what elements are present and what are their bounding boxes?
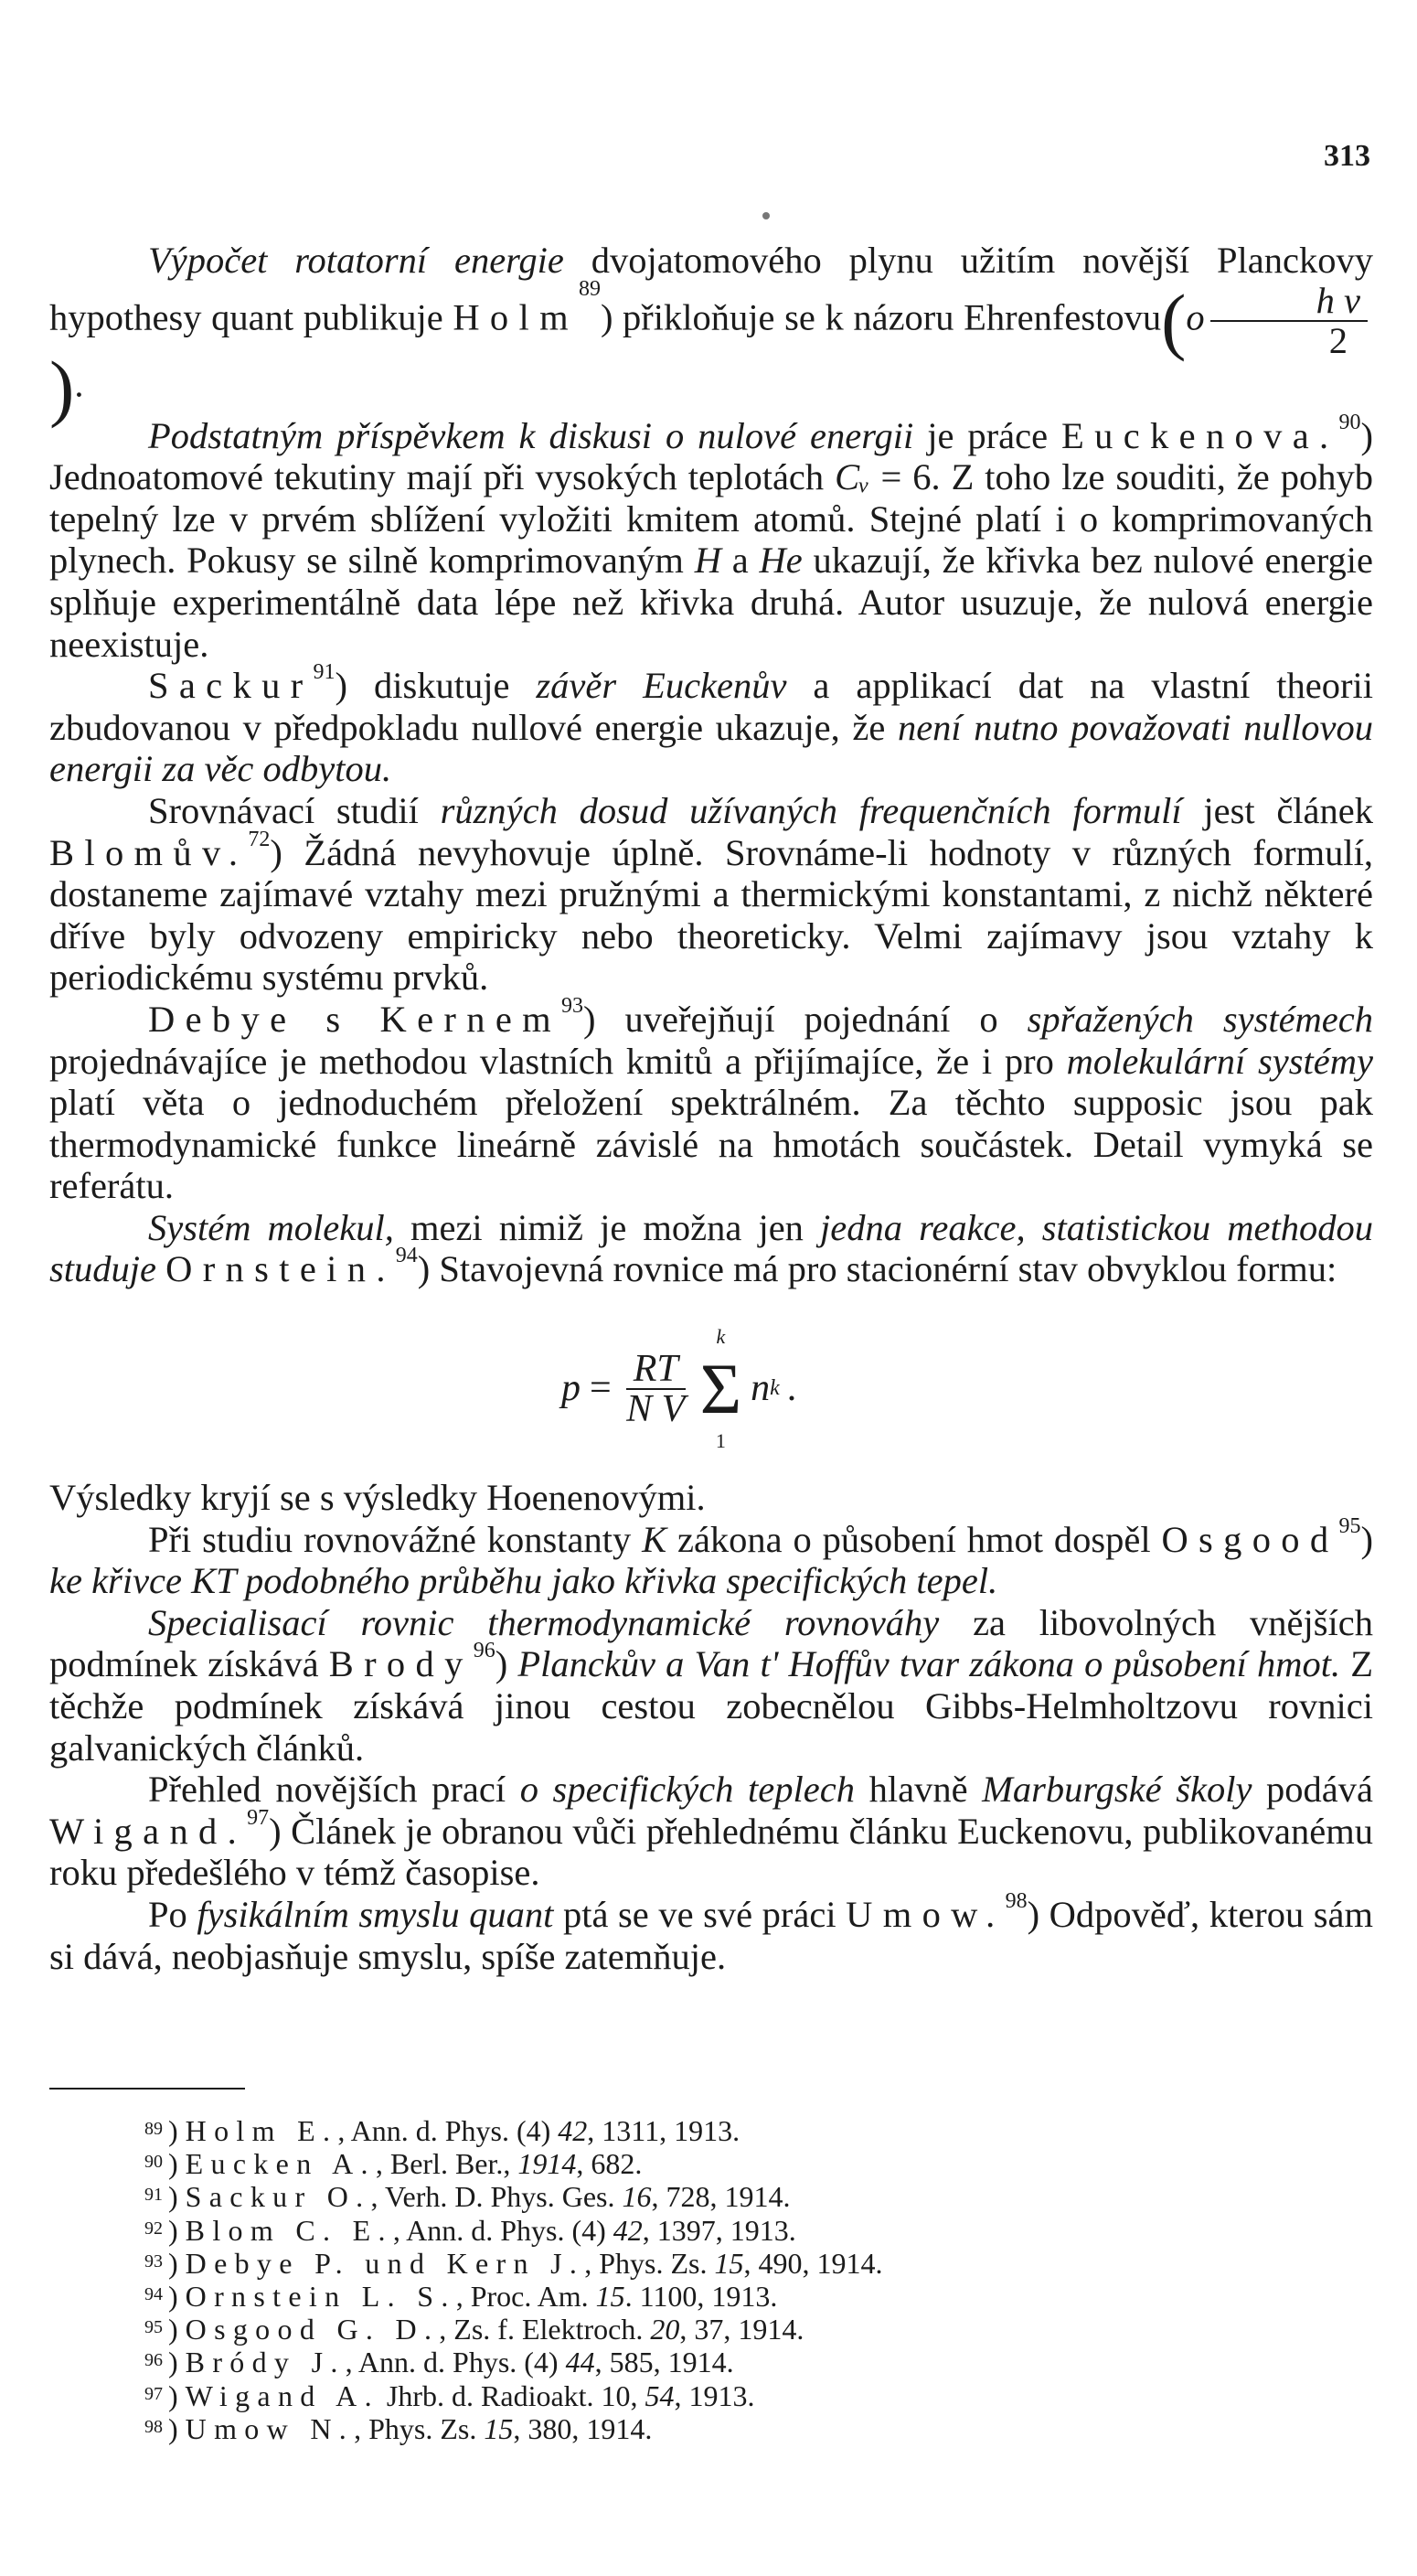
footnote-volume: 1914	[517, 2147, 577, 2181]
text: ptá se ve své práci	[553, 1894, 847, 1935]
emphasis: různých dosud užívaných frequenčních formulí	[440, 789, 1182, 831]
paragraph-osgood	[49, 1513, 1373, 1602]
footnote-text: Jhrb. d. Radioakt. 10,	[378, 2378, 645, 2412]
text: ) přikloňuje se k názoru Ehrenfestovu	[600, 295, 1162, 337]
paragraph-debye	[49, 993, 1374, 1207]
author-name: Umow.	[846, 1894, 1006, 1935]
footnote-volume: 20	[650, 2313, 680, 2346]
footnote-volume: 54	[645, 2378, 675, 2412]
footnote-text: , 1913.	[674, 2378, 755, 2412]
summation	[700, 1316, 741, 1461]
footnote-volume: 42	[558, 2114, 588, 2147]
footnote-author: Sackur O.	[185, 2180, 371, 2214]
fraction-h-nu-over-2	[1210, 279, 1368, 361]
text: s	[325, 998, 351, 1040]
footnote-ref: 90	[1338, 410, 1361, 434]
footnote-author: Holm E.	[185, 2114, 338, 2147]
footnote-mark: 95	[144, 2317, 163, 2338]
text: ) Žádná nevyhovuje úplně. Srovnáme-li hodnoty v různých formulí, dostaneme zajímavé vztahy mezi pružnými a thermickými konstantami, z nichž některé dříve byly odvozeny empiricky nebo theoreticky. Velmi zajímavy jsou vztahy k periodickému systému prvků.	[49, 831, 1373, 999]
footnote: $^{95}$ ) Osgood G. D., Zs. f. Elektroch. 20, 37, 1914.	[144, 2313, 804, 2346]
emphasis: Výpočet rotatorní energie	[148, 240, 564, 281]
text: ) Odpověď, kterou sám si dává, neobjasňuje smyslu, spíše zatemňuje.	[49, 1894, 1373, 1977]
author-name: Wigand.	[49, 1810, 248, 1852]
footnote-text: . 1100, 1913.	[624, 2280, 778, 2314]
text: )	[1360, 1518, 1373, 1560]
text: Po	[148, 1894, 197, 1935]
text: ) Jednoatomové tekutiny mají při vysokých teplotách	[49, 414, 1373, 498]
equation-term: n	[751, 1366, 771, 1409]
symbol-k: K	[642, 1518, 667, 1560]
footnote-ref: 95	[1338, 1513, 1361, 1538]
footnote-mark: 90	[144, 2152, 163, 2173]
footnote-text: , Ann. d. Phys. (4)	[337, 2114, 559, 2147]
emphasis: Podstatným příspěvkem k diskusi o nulové energii	[148, 414, 914, 456]
summation-lower: 1	[715, 1428, 726, 1452]
emphasis: ke křivce KT podobného průběhu jako křivka specifických tepel.	[49, 1560, 998, 1602]
footnote-author: Blom C. E.	[185, 2213, 393, 2247]
equation-block	[49, 1294, 1373, 1477]
emphasis: jedna reakce, statistickou methodou studuje	[49, 1206, 1373, 1290]
footnotes	[144, 2114, 1333, 2445]
paragraph-umow	[49, 1889, 1373, 1977]
emphasis: Systém molekul,	[148, 1206, 394, 1248]
text: projednávajíce je methodou vlastních kmitů a přijímajíce, že i pro	[49, 1040, 1067, 1082]
fraction-denominator: 2	[1328, 319, 1348, 361]
symbol-cv: Cᵥ	[835, 456, 870, 498]
footnote-text: , 682.	[576, 2147, 643, 2181]
footnote-text: , 585, 1914.	[594, 2346, 734, 2379]
footnote-ref: 93	[561, 993, 583, 1018]
footnote-author: Wigand A.	[185, 2378, 379, 2412]
text: ) diskutuje	[335, 665, 537, 707]
emphasis: spřažených systémech	[1027, 998, 1374, 1040]
footnote-volume: 42	[613, 2213, 643, 2247]
footnote-mark: 98	[144, 2416, 163, 2437]
footnote-mark: 91	[144, 2185, 163, 2206]
equation-fraction	[626, 1347, 686, 1430]
footnote-text: , 1311, 1913.	[587, 2114, 740, 2147]
footnote-divider	[49, 2088, 245, 2090]
footnote-author: Debye P. und Kern J.	[185, 2246, 585, 2280]
footnote-author: Osgood G. D.	[185, 2313, 440, 2346]
text: jest článek	[1181, 789, 1373, 831]
summation-upper: k	[716, 1325, 726, 1349]
emphasis: o specifických teplech	[519, 1769, 855, 1811]
emphasis: Planckův a Van t' Hoffův tvar zákona o působení hmot.	[517, 1643, 1341, 1685]
footnote: $^{89}$ ) Holm E., Ann. d. Phys. (4) 42, 1311, 1913.	[144, 2114, 740, 2147]
footnote-author: Umow N.	[185, 2411, 355, 2445]
footnote-text: , Verh. D. Phys. Ges.	[370, 2180, 623, 2214]
paren-close: )	[49, 345, 75, 429]
paragraph-results: Výsledky kryjí se s výsledky Hoenenovými.	[49, 1477, 706, 1519]
equation	[561, 1316, 796, 1461]
paragraph-sackur	[49, 660, 1374, 790]
footnote-author: Eucken A.	[185, 2147, 376, 2181]
text: platí věta o jednoduchém přeložení spektrálném. Za těchto supposic jsou pak thermodynamické funkce lineárně závislé na hmotách součástek. Detail vymyká se referátu.	[49, 1082, 1373, 1207]
emphasis: není nutno považovati nullovou energii za věc odbytou.	[49, 706, 1373, 790]
author-name: Sackur	[148, 665, 314, 707]
emphasis: závěr Euckenův	[536, 665, 787, 707]
text: ) Článek je obranou vůči přehlednému článku Euckenovu, publikovanému roku předešlého v témž časopise.	[49, 1810, 1373, 1894]
equation-numerator: RT	[626, 1350, 686, 1390]
text: )	[495, 1643, 518, 1685]
footnote-ref: 96	[473, 1639, 495, 1663]
paragraph-wigand	[49, 1769, 1373, 1894]
footnote-ref: 91	[313, 660, 336, 685]
text: mezi nimiž je možna jen	[393, 1206, 821, 1248]
footnote-volume: 44	[565, 2346, 595, 2379]
footnote-text: , 490, 1914.	[743, 2246, 883, 2280]
summation-sign: Σ	[699, 1348, 742, 1428]
printing-speck	[762, 212, 770, 219]
footnote-text: , 1397, 1913.	[642, 2213, 796, 2247]
text: ukazují, že křivka bez nulové energie splňuje experimentálně data lépe než křivka druhá. Autor usuzuje, že nulová energie neexistuje.	[49, 540, 1373, 665]
text: a	[720, 540, 760, 582]
text: a applikací dat na vlastní theorii zbudovanou v předpokladu nullové energie ukazuje, že	[49, 665, 1374, 748]
text: podává	[1252, 1769, 1374, 1811]
footnote-mark: 97	[144, 2383, 163, 2404]
formula-prefix: o	[1186, 295, 1205, 337]
footnote-text: , Zs. f. Elektroch.	[439, 2313, 651, 2346]
footnote-author: Ornstein L. S.	[185, 2280, 456, 2314]
equation-equals: =	[590, 1366, 612, 1409]
text: za libovolných vnějších podmínek získává	[49, 1601, 1373, 1685]
footnote: $^{98}$ ) Umow N., Phys. Zs. 15, 380, 1914.	[144, 2411, 653, 2445]
text: .	[74, 362, 84, 404]
equation-lhs: p	[561, 1366, 581, 1409]
body-text	[49, 240, 1373, 1977]
emphasis: Marburgské školy	[982, 1769, 1252, 1811]
text: ) Stavojevná rovnice má pro stacionérní stav obvyklou formu:	[417, 1248, 1337, 1290]
text: dvojatomového plynu užitím novější Planckovy hypothesy quant publikuje	[49, 240, 1373, 337]
page-number: 313	[1324, 139, 1370, 173]
author-name: Osgood	[1161, 1518, 1339, 1560]
footnote: $^{91}$ ) Sackur O., Verh. D. Phys. Ges. 16, 728, 1914.	[144, 2180, 791, 2214]
text: Srovnávací studií	[148, 789, 441, 831]
footnote: $^{90}$ ) Eucken A., Berl. Ber., 1914, 682.	[144, 2147, 643, 2181]
equation-term-subscript: k	[770, 1375, 780, 1400]
paragraph-brody	[49, 1602, 1373, 1769]
symbol-he: He	[759, 540, 803, 582]
author-name: Euckenova.	[1061, 414, 1339, 456]
text: je práce	[913, 414, 1062, 456]
text: ) uveřejňují pojednání o	[583, 998, 1028, 1040]
footnote-text: , Phys. Zs.	[584, 2246, 715, 2280]
paragraph-eucken	[49, 410, 1373, 666]
footnote-text: , Berl. Ber.,	[375, 2147, 518, 2181]
author-name: Blomův.	[49, 831, 249, 873]
footnote-mark: 89	[144, 2119, 163, 2139]
text: hlavně	[854, 1769, 983, 1811]
footnote-text: , Ann. d. Phys. (4)	[392, 2213, 613, 2247]
paren-open: (	[1161, 278, 1187, 362]
footnote: $^{92}$ ) Blom C. E., Ann. d. Phys. (4) 42, 1397, 1913.	[144, 2213, 796, 2247]
footnote-author: Bródy J.	[185, 2346, 346, 2379]
footnote-text: , Phys. Zs.	[354, 2411, 485, 2445]
author-name: Ornstein.	[165, 1248, 396, 1290]
footnote-mark: 94	[144, 2284, 163, 2305]
author-name: Kernem	[379, 998, 561, 1040]
footnote-ref: 97	[247, 1805, 270, 1830]
author-name: Holm	[453, 295, 579, 337]
fraction-numerator: h ν	[1210, 282, 1368, 322]
text: Z těchže podmínek získává jinou cestou zobecnělou Gibbs-Helmholtzovu rovnici galvanických článků.	[49, 1643, 1373, 1769]
author-name: Debye	[148, 998, 297, 1040]
footnote-ref: 98	[1005, 1889, 1028, 1913]
footnote: $^{96}$ ) Bródy J., Ann. d. Phys. (4) 44, 585, 1914.	[144, 2346, 734, 2379]
footnote: $^{94}$ ) Ornstein L. S., Proc. Am. 15. 1100, 1913.	[144, 2280, 778, 2314]
footnote-mark: 93	[144, 2250, 163, 2271]
footnote-volume: 15	[714, 2246, 744, 2280]
footnote-ref: 89	[578, 276, 601, 301]
footnote-mark: 96	[144, 2350, 163, 2371]
emphasis: fysikálním smyslu quant	[197, 1894, 554, 1935]
footnote-volume: 16	[622, 2180, 652, 2214]
footnote-text: , Proc. Am.	[455, 2280, 596, 2314]
footnote-ref: 72	[248, 827, 271, 851]
text: Při studiu rovnovážné konstanty	[148, 1518, 643, 1560]
text: = 6. Z toho lze souditi, že pohyb tepelný lze v prvém sblížení vyložiti kmitem atomů. Stejné platí i o komprimovaných plynech. Pokusy se silně komprimovaným	[49, 456, 1373, 582]
footnote-ref: 94	[395, 1244, 418, 1268]
paragraph-ornstein	[49, 1207, 1373, 1290]
footnote: $^{97}$ ) Wigand A. Jhrb. d. Radioakt. 10, 54, 1913.	[144, 2378, 755, 2412]
emphasis: molekulární systémy	[1066, 1040, 1373, 1082]
footnote-text: , 728, 1914.	[651, 2180, 791, 2214]
paragraph-blom	[49, 790, 1373, 999]
footnote-text: , 37, 1914.	[679, 2313, 804, 2346]
text: zákona o působení hmot dospěl	[666, 1518, 1162, 1560]
footnote-text: , 380, 1914.	[513, 2411, 653, 2445]
author-name: Brody	[328, 1643, 474, 1685]
symbol-h: H	[694, 540, 721, 582]
equation-end: .	[786, 1366, 797, 1409]
emphasis: Specialisací rovnic thermodynamické rovnováhy	[148, 1601, 940, 1643]
footnote-mark: 92	[144, 2218, 163, 2239]
footnote-text: , Ann. d. Phys. (4)	[345, 2346, 566, 2379]
footnote-volume: 15	[595, 2280, 625, 2314]
footnote-volume: 15	[484, 2411, 514, 2445]
footnote: $^{93}$ ) Debye P. und Kern J., Phys. Zs. 15, 490, 1914.	[144, 2246, 883, 2280]
equation-denominator: N V	[626, 1387, 686, 1430]
text: Přehled novějších prací	[148, 1769, 520, 1811]
